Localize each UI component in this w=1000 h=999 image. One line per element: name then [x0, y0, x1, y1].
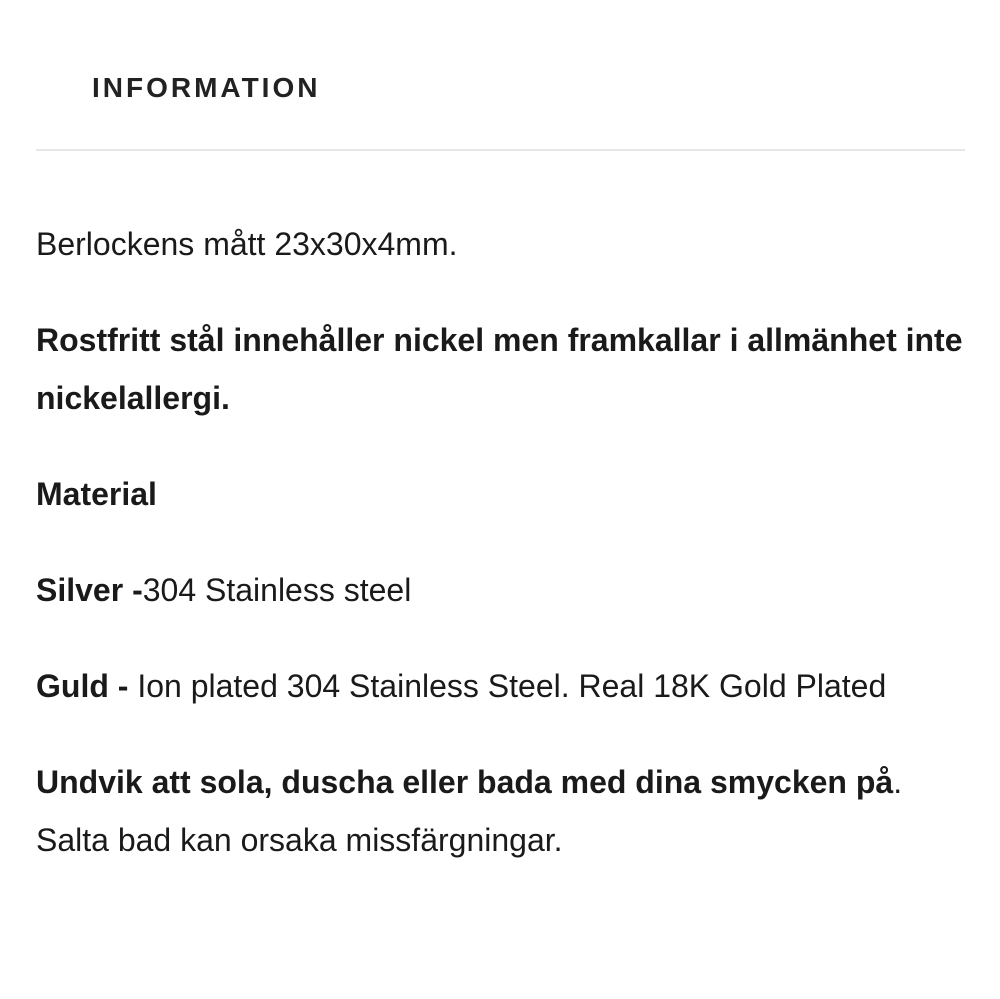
silver-value: 304 Stainless steel — [142, 572, 412, 608]
gold-material-line — [36, 657, 966, 715]
material-heading: Material — [36, 476, 157, 512]
section-title: INFORMATION — [92, 72, 321, 103]
silver-material-line — [36, 561, 966, 619]
care-warning: Undvik att sola, duscha eller bada med dina smycken på — [36, 764, 894, 800]
dimensions-text: Berlockens mått 23x30x4mm. — [36, 226, 458, 262]
care-note: Salta bad kan orsaka missfärgningar. — [36, 822, 563, 858]
gold-value: Ion plated 304 Stainless Steel. Real 18K Gold Plated — [128, 668, 887, 704]
nickel-note-text: Rostfritt stål innehåller nickel men framkallar i allmänhet inte nickelallergi. — [36, 322, 963, 416]
gold-label: Guld - — [36, 668, 129, 704]
silver-label: Silver - — [36, 572, 143, 608]
information-content — [36, 215, 966, 907]
care-instructions — [36, 753, 966, 869]
care-warning-end: . — [893, 764, 903, 800]
information-section-header[interactable] — [36, 0, 965, 151]
